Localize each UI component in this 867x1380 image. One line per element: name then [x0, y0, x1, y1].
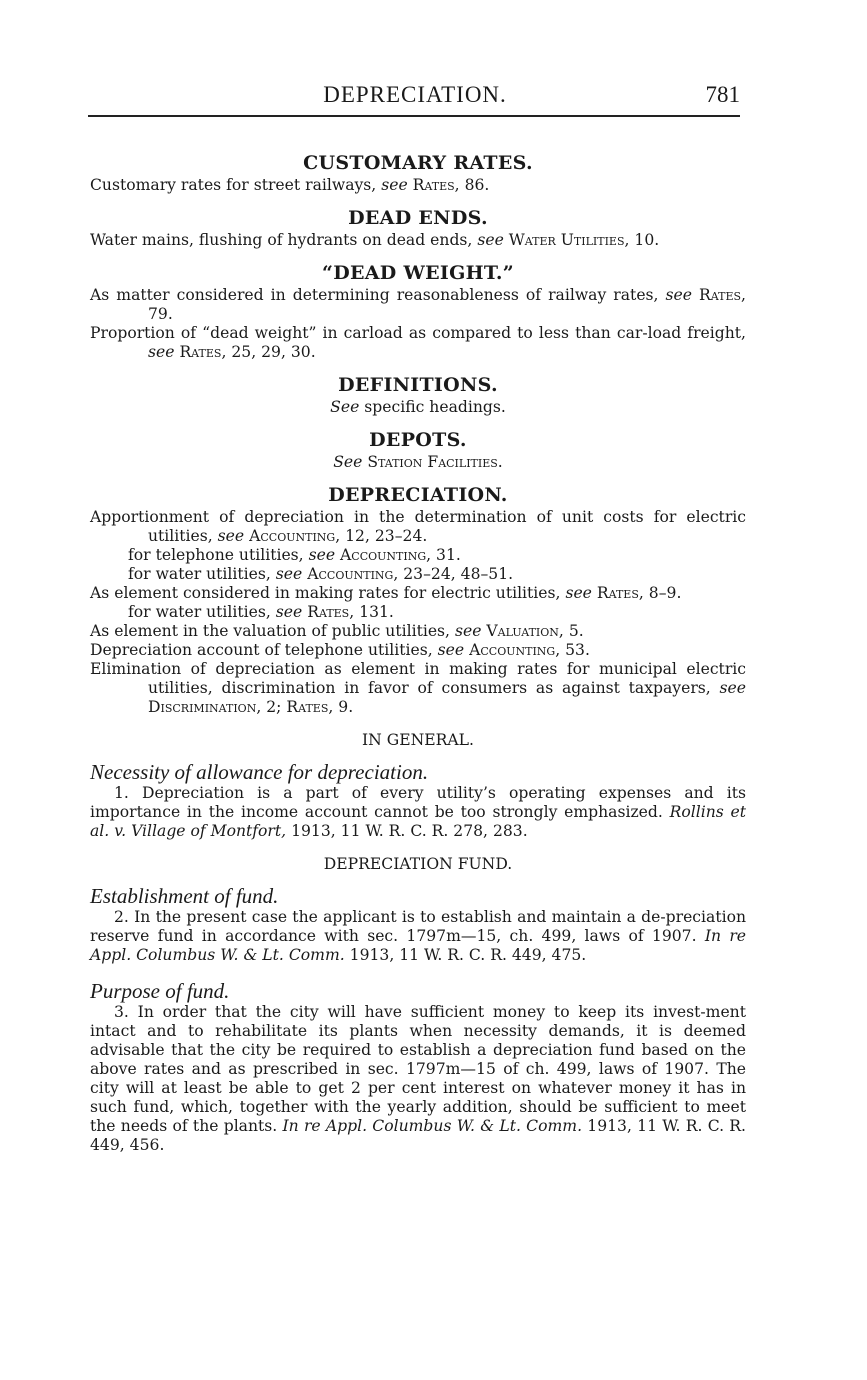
cross-reference: Rates — [307, 603, 350, 621]
cross-reference: Accounting — [469, 641, 556, 659]
heading-dead-ends: DEAD ENDS. — [348, 207, 488, 229]
index-entry: Depreciation account of telephone utilities, see Accounting, 53. — [90, 641, 590, 659]
subsection-heading-in-general: IN GENERAL. — [362, 731, 474, 749]
heading-depots: DEPOTS. — [369, 429, 467, 451]
topic-heading: Necessity of allowance for depreciation. — [90, 760, 429, 784]
heading-definitions: DEFINITIONS. — [338, 374, 498, 396]
cross-reference: Rates — [179, 343, 222, 361]
heading-customary-rates: CUSTOMARY RATES. — [303, 152, 533, 174]
heading-dead-weight: “DEAD WEIGHT.” — [321, 262, 515, 284]
cross-reference: Rates — [412, 176, 455, 194]
cross-reference: Valuation — [486, 622, 559, 640]
topic-heading: Purpose of fund. — [90, 979, 230, 1003]
topic-heading: Establishment of fund. — [90, 884, 279, 908]
index-entry: Water mains, flushing of hydrants on dead ends, see Water Utilities, 10. — [90, 231, 660, 249]
cross-reference: Water Utilities — [508, 231, 625, 249]
cross-reference: Accounting — [307, 565, 394, 583]
index-entry: See specific headings. — [330, 398, 506, 416]
heading-depreciation: DEPRECIATION. — [328, 484, 508, 506]
index-entry: See Station Facilities. — [333, 453, 503, 471]
case-citation: Rollins et al. v. Village of Montfort, — [90, 803, 746, 840]
index-entry: Apportionment of depreciation in the determination of unit costs for electric utilities, see Accounting, 12, 23–24. — [90, 508, 746, 545]
case-citation: In re Appl. Columbus W. & Lt. Comm. — [90, 927, 747, 964]
index-entry: As element in the valuation of public utilities, see Valuation, 5. — [90, 622, 584, 640]
index-subentry: for water utilities, see Accounting, 23–24, 48–51. — [128, 565, 514, 583]
index-subentry: for telephone utilities, see Accounting, 31. — [128, 546, 461, 564]
digest-paragraph: 1. Depreciation is a part of every utility’s operating expenses and its importance in the income account cannot be too strongly emphasized. Rollins et al. v. Village of Montfort, 1913, 11 W. R. C. R. 278, 283. — [90, 784, 746, 840]
header-rule — [88, 115, 740, 117]
case-citation: In re Appl. Columbus W. & Lt. Comm. — [282, 1117, 583, 1135]
digest-paragraph: 3. In order that the city will have sufficient money to keep its invest-ment intact and to rehabilitate its plants when necessity demands, it is deemed advisable that the city be required to establish a depreciation fund based on the above rates and as prescribed in sec. 1797m—15 of ch. 499, laws of 1907. The city will at least be able to get 2 per cent interest on whatever money it has in such fund, which, together with the yearly addition, should be sufficient to meet the needs of the plants. In re Appl. Columbus W. & Lt. Comm. 1913, 11 W. R. C. R. 449, 456. — [90, 1003, 746, 1154]
cross-reference: Station Facilities — [367, 453, 498, 471]
cross-reference: Accounting — [340, 546, 427, 564]
index-entry: Elimination of depreciation as element in making rates for municipal electric utilities, discrimination in favor of consumers as against taxpayers, see Discrimination, 2; Rates, 9. — [90, 660, 746, 716]
running-head-title: DEPRECIATION. — [323, 82, 507, 107]
subsection-heading-depreciation-fund: DEPRECIATION FUND. — [323, 855, 513, 873]
page-number: 781 — [705, 82, 740, 107]
index-entry: Customary rates for street railways, see Rates, 86. — [90, 176, 490, 194]
index-subentry: for water utilities, see Rates, 131. — [128, 603, 394, 621]
index-entry: Proportion of “dead weight” in carload as compared to less than car-load freight, see Rates, 25, 29, 30. — [90, 324, 746, 361]
cross-reference: Accounting — [249, 527, 336, 545]
index-entry: As matter considered in determining reasonableness of railway rates, see Rates, 79. — [90, 286, 746, 323]
digest-paragraph: 2. In the present case the applicant is to establish and maintain a de-preciation reserve fund in accordance with sec. 1797m—15, ch. 499, laws of 1907. In re Appl. Columbus W. & Lt. Comm. 1913, 11 W. R. C. R. 449, 475. — [90, 908, 747, 964]
index-content — [90, 150, 746, 1155]
cross-reference: Rates — [286, 698, 329, 716]
index-entry: As element considered in making rates for electric utilities, see Rates, 8–9. — [90, 584, 682, 602]
running-head — [90, 80, 740, 114]
cross-reference: Discrimination — [148, 698, 257, 716]
cross-reference: Rates — [596, 584, 639, 602]
cross-reference: Rates — [699, 286, 742, 304]
